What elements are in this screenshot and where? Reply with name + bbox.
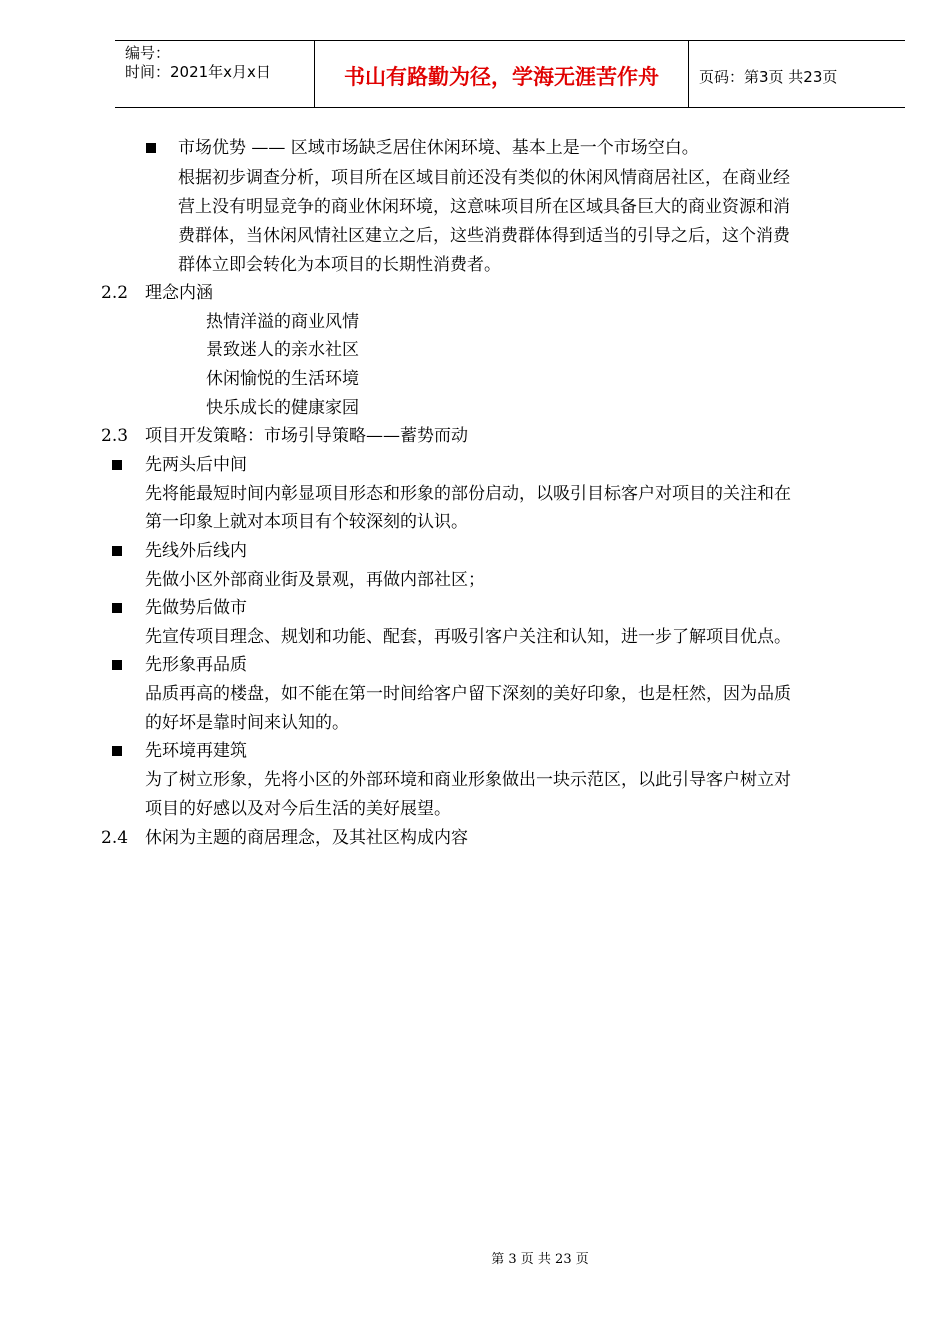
section-number: 2.4 xyxy=(101,828,129,848)
bullet-square-icon xyxy=(112,460,122,470)
strategy-bullet-title: 先线外后线内 xyxy=(145,541,247,561)
section-title: 休闲为主题的商居理念，及其社区构成内容 xyxy=(145,828,468,848)
strategy-line: 为了树立形象，先将小区的外部环境和商业形象做出一块示范区，以此引导客户树立对 xyxy=(145,770,791,790)
bullet-square-icon xyxy=(112,660,122,670)
strategy-line: 品质再高的楼盘，如不能在第一时间给客户留下深刻的美好印象，也是枉然，因为品质 xyxy=(145,684,791,704)
strategy-bullet-title: 先形象再品质 xyxy=(145,655,247,675)
page-footer: 第 3 页 共 23 页 xyxy=(491,1252,589,1267)
strategy-bullet-title: 先做势后做市 xyxy=(145,598,247,618)
section-number: 2.3 xyxy=(101,426,129,446)
strategy-line: 项目的好感以及对今后生活的美好展望。 xyxy=(145,799,451,819)
bullet-square-icon xyxy=(112,603,122,613)
section-title: 理念内涵 xyxy=(145,283,213,303)
bullet-square-icon xyxy=(146,143,156,153)
header-motto: 书山有路勤为径，学海无涯苦作舟 xyxy=(315,41,689,107)
page-header xyxy=(115,40,905,108)
concept-item: 热情洋溢的商业风情 xyxy=(206,312,359,332)
section-number: 2.2 xyxy=(101,283,129,303)
intro-bullet-title: 市场优势 —— 区域市场缺乏居住休闲环境、基本上是一个市场空白。 xyxy=(178,138,699,158)
strategy-bullet-title: 先环境再建筑 xyxy=(145,741,247,761)
strategy-line: 先做小区外部商业街及景观，再做内部社区； xyxy=(145,570,485,590)
strategy-line: 第一印象上就对本项目有个较深刻的认识。 xyxy=(145,512,468,532)
strategy-line: 先将能最短时间内彰显项目形态和形象的部份启动，以吸引目标客户对项目的关注和在 xyxy=(145,484,791,504)
header-number-label: 编号： xyxy=(125,44,171,62)
strategy-line: 的好坏是靠时间来认知的。 xyxy=(145,713,349,733)
intro-paragraph-line: 费群体，当休闲风情社区建立之后，这些消费群体得到适当的引导之后，这个消费 xyxy=(178,226,790,246)
intro-paragraph-line: 根据初步调查分析，项目所在区域目前还没有类似的休闲风情商居社区，在商业经 xyxy=(178,168,790,188)
header-meta xyxy=(115,41,315,107)
concept-item: 快乐成长的健康家园 xyxy=(206,398,359,418)
strategy-line: 先宣传项目理念、规划和功能、配套，再吸引客户关注和认知，进一步了解项目优点。 xyxy=(145,627,791,647)
header-time-label: 时间：2021年x月x日 xyxy=(125,63,271,81)
intro-paragraph-line: 营上没有明显竞争的商业休闲环境，这意味项目所在区域具备巨大的商业资源和消 xyxy=(178,197,790,217)
strategy-bullet-title: 先两头后中间 xyxy=(145,455,247,475)
concept-item: 景致迷人的亲水社区 xyxy=(206,340,359,360)
bullet-square-icon xyxy=(112,546,122,556)
section-title: 项目开发策略：市场引导策略——蓄势而动 xyxy=(145,426,468,446)
concept-item: 休闲愉悦的生活环境 xyxy=(206,369,359,389)
bullet-square-icon xyxy=(112,746,122,756)
intro-paragraph-line: 群体立即会转化为本项目的长期性消费者。 xyxy=(178,255,501,275)
header-page-label: 页码：第3页 共23页 xyxy=(699,67,838,86)
